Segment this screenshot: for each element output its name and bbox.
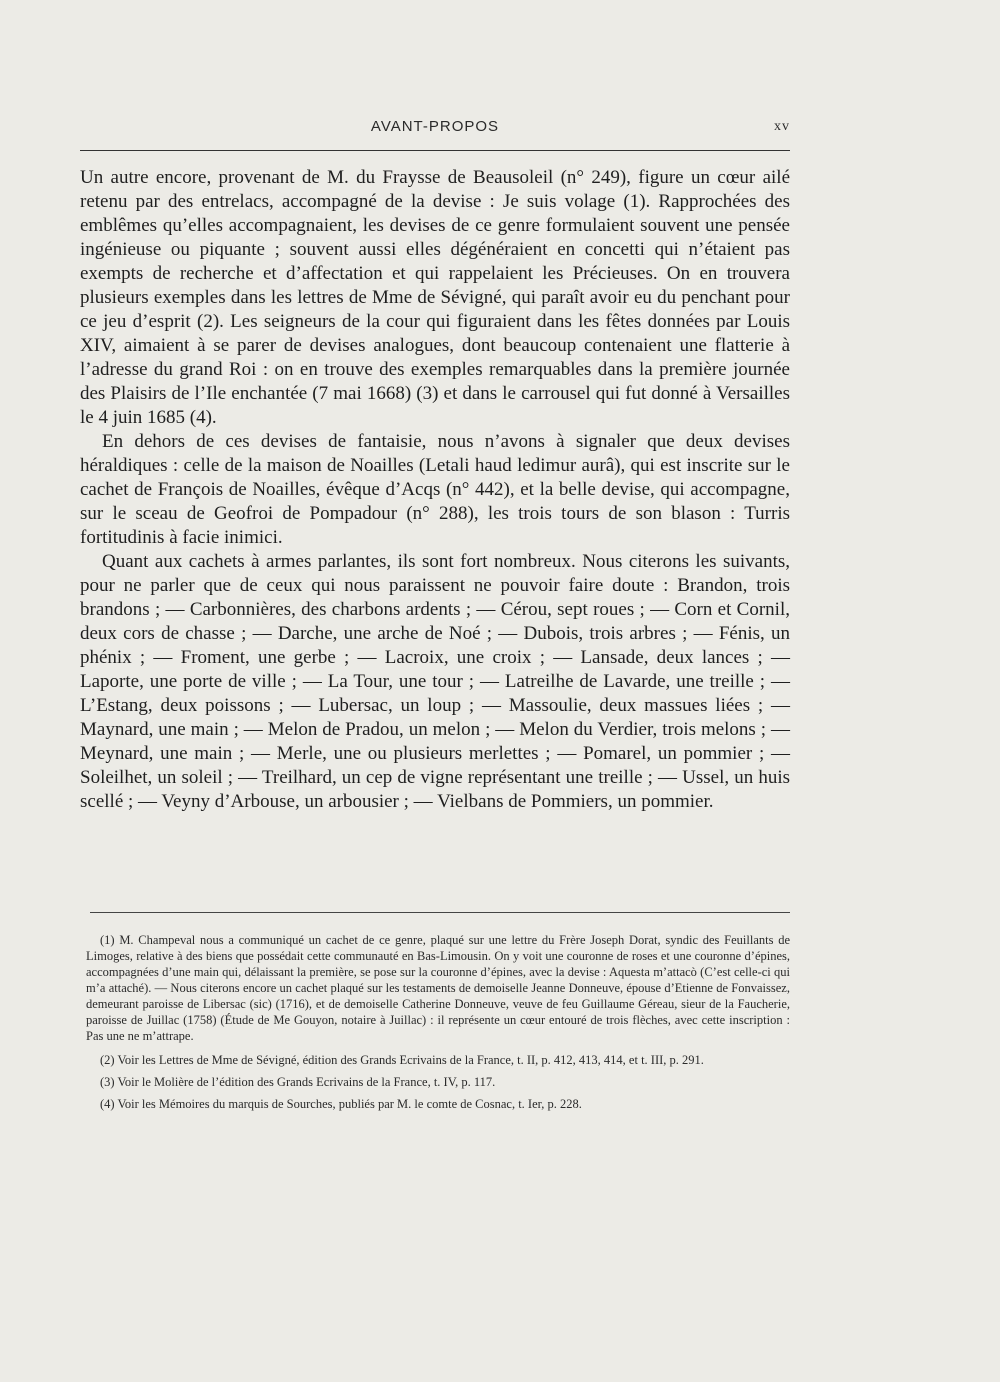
page-number: xv: [774, 119, 790, 134]
paragraph: Quant aux cachets à armes parlantes, ils sont fort nombreux. Nous citerons les suivants, pour ne parler que de ceux qui nous paraissent ne pouvoir faire doute : Brandon, trois brandons ; — Carbonnières, des charbons ardents ; — Cérou, sept roues ; — Corn et Cornil, deux cors de chasse ; — Darche, une arche de Noé ; — Dubois, trois arbres ; — Fénis, un phénix ; — Froment, une gerbe ; — Lacroix, une croix ; — Lansade, deux lances ; — Laporte, une porte de ville ; — La Tour, une tour ; — Latreilhe de Lavarde, une treille ; — L’Estang, deux poissons ; — Lubersac, un loup ; — Massoulie, deux massues liées ; — Maynard, une main ; — Melon de Pradou, un melon ; — Melon du Verdier, trois melons ; — Meynard, une main ; — Merle, une ou plusieurs merlettes ; — Pomarel, un pommier ; — Soleilhet, un soleil ; — Treilhard, un cep de vigne représentant une treille ; — Ussel, un huis scellé ; — Veyny d’Arbouse, un arbousier ; — Vielbans de Pommiers, un pommier.: [80, 551, 790, 812]
footnote: (3) Voir le Molière de l’édition des Grands Ecrivains de la France, t. IV, p. 117.: [100, 1075, 496, 1089]
footnote: (2) Voir les Lettres de Mme de Sévigné, édition des Grands Ecrivains de la France, t. II, p. 412, 413, 414, et t. III, p. 291.: [100, 1053, 704, 1067]
footnote-rule: [90, 912, 790, 913]
footnotes: [86, 932, 790, 1118]
paragraph: Un autre encore, provenant de M. du Fraysse de Beausoleil (n° 249), figure un cœur ailé retenu par des entrelacs, accompagné de la devise : Je suis volage (1). Rapprochées des emblêmes qu’elles accompagnaient, les devises de ce genre formulaient souvent une pensée ingénieuse ou piquante ; souvent aussi elles dégénéraient en concetti qui n’étaient pas exempts de recherche et d’affectation et qui rappelaient les Précieuses. On en trouvera plusieurs exemples dans les lettres de Mme de Sévigné, qui paraît avoir eu du penchant pour ce jeu d’esprit (2). Les seigneurs de la cour qui figuraient dans les fêtes données par Louis XIV, aimaient à se parer de devises analogues, dont beaucoup contenaient une flatterie à l’adresse du grand Roi : on en trouve des exemples remarquables dans la première journée des Plaisirs de l’Ile enchantée (7 mai 1668) (3) et dans le carrousel qui fut donné à Versailles le 4 juin 1685 (4).: [80, 167, 790, 428]
running-title: AVANT-PROPOS: [370, 118, 500, 135]
paragraph: En dehors de ces devises de fantaisie, nous n’avons à signaler que deux devises héraldiques : celle de la maison de Noailles (Letali haud ledimur aurâ), qui est inscrite sur le cachet de François de Noailles, évêque d’Acqs (n° 442), et la belle devise, qui accompagne, sur le sceau de Geofroi de Pompadour (n° 288), les trois tours de son blason : Turris fortitudinis à facie inimici.: [80, 431, 790, 548]
main-text: [80, 166, 790, 814]
header-rule: [80, 150, 790, 151]
footnote: (1) M. Champeval nous a communiqué un cachet de ce genre, plaqué sur une lettre du Frère Joseph Dorat, syndic des Feuillants de Limoges, relative à des biens que possédait cette communauté en Bas-Limousin. On y voit une couronne de roses et une couronne d’épines, accompagnées d’une main qui, délaissant la première, se pose sur la couronne d’épines, avec la devise : Aquesta m’attacò (C’est celle-ci qui m’a attaché). — Nous citerons encore un cachet plaqué sur les testaments de demoiselle Jeanne Donneuve, épouse d’Etienne de Fonvaissez, demeurant paroisse de Libersac (sic) (1716), et de demoiselle Catherine Donneuve, veuve de feu Guillaume Géreau, sieur de la Faucherie, paroisse de Juillac (1758) (Étude de Me Gouyon, notaire à Juillac) : il représente un cœur entouré de trois flèches, avec cette inscription : Pas une ne m’attrape.: [86, 933, 790, 1043]
running-header: [80, 118, 790, 140]
footnote: (4) Voir les Mémoires du marquis de Sourches, publiés par M. le comte de Cosnac, t. Ier, p. 228.: [100, 1097, 582, 1111]
